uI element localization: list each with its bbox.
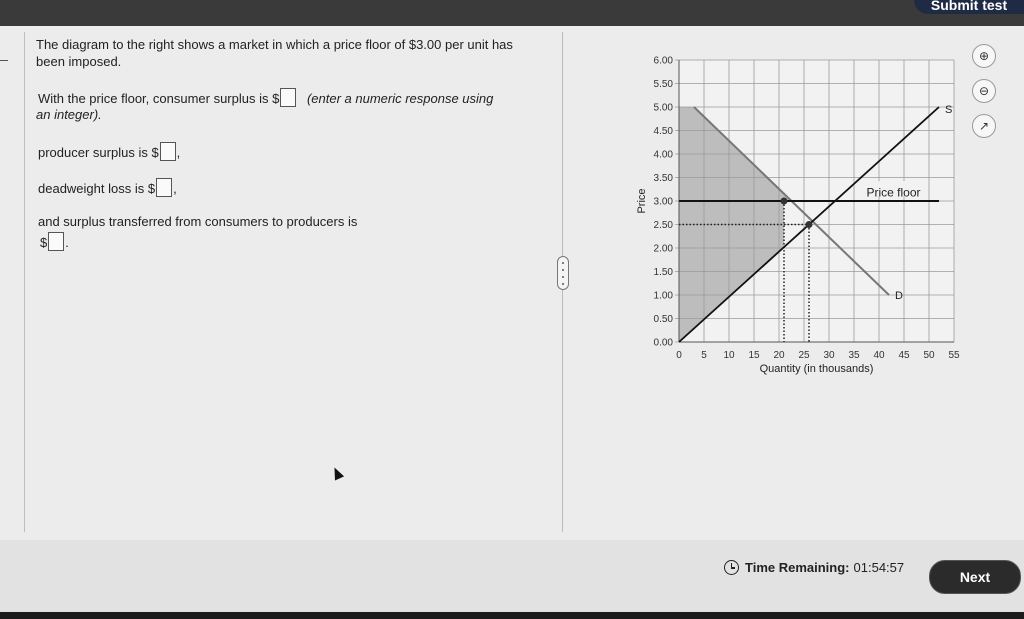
demand-label: D [895, 290, 903, 302]
divider-drag-handle[interactable] [557, 256, 569, 290]
y-tick-label: 4.00 [653, 149, 673, 161]
y-tick-label: 0.50 [653, 314, 673, 325]
time-remaining [724, 560, 904, 575]
ps-suffix: , [176, 145, 181, 160]
x-tick-label: 15 [748, 350, 760, 361]
x-tick-label: 35 [848, 350, 860, 361]
y-tick-label: 5.50 [653, 79, 673, 90]
consumer-surplus-input[interactable] [280, 88, 296, 107]
deadweight-loss-input[interactable] [156, 178, 172, 197]
question-intro: The diagram to the right shows a market in which a price floor of $3.00 per unit has been imposed. [36, 37, 513, 69]
zoom-in-icon[interactable]: ⊕ [972, 44, 996, 68]
dwl-label: deadweight loss is $ [38, 181, 156, 196]
y-tick-label: 2.00 [653, 243, 673, 255]
producer-surplus-row [38, 142, 180, 161]
x-axis-label: Quantity (in thousands) [759, 363, 874, 375]
time-label: Time Remaining: [745, 560, 850, 575]
dwl-suffix: , [173, 181, 177, 196]
submit-test-button[interactable]: Submit test [914, 0, 1024, 14]
consumer-surplus-row [38, 88, 493, 107]
y-tick-label: 4.50 [653, 126, 673, 137]
clock-icon [724, 560, 739, 575]
y-tick-label: 3.00 [653, 196, 673, 208]
transfer-label: and surplus transferred from consumers to producers is [38, 214, 358, 229]
y-tick-label: 1.00 [653, 290, 673, 302]
transfer-input[interactable] [48, 232, 64, 251]
open-external-icon[interactable]: ↗ [972, 114, 996, 138]
transfer-answer-row [40, 232, 69, 251]
left-marker [0, 60, 8, 61]
question-panel [0, 26, 1024, 540]
y-tick-label: 5.00 [653, 102, 673, 114]
cs-hint: (enter a numeric response using [306, 91, 494, 106]
transfer-suffix: . [65, 235, 69, 250]
time-value: 01:54:57 [853, 560, 905, 575]
x-tick-label: 0 [676, 350, 682, 361]
ps-label: producer surplus is $ [38, 145, 159, 160]
x-tick-label: 5 [701, 350, 707, 361]
x-tick-label: 45 [898, 350, 910, 361]
x-tick-label: 10 [723, 350, 735, 361]
top-bar [0, 0, 1024, 26]
supply-label: S [945, 104, 953, 116]
equilibrium-point [806, 221, 813, 228]
mouse-cursor [330, 465, 344, 480]
bottom-strip [0, 612, 1024, 619]
price-floor-label: Price floor [866, 185, 921, 200]
producer-surplus-input[interactable] [160, 142, 176, 161]
x-tick-label: 20 [773, 350, 785, 361]
transfer-row [38, 213, 357, 230]
cs-label: With the price floor, consumer surplus is $ [38, 91, 280, 106]
x-tick-label: 50 [923, 350, 935, 361]
x-tick-label: 55 [948, 350, 960, 361]
zoom-out-icon[interactable]: ⊖ [972, 79, 996, 103]
x-tick-label: 40 [873, 350, 885, 361]
y-axis-label: Price [636, 188, 648, 214]
cs-hint-cont: an integer). [36, 107, 102, 122]
y-tick-label: 6.00 [653, 55, 673, 67]
transfer-prefix: $ [40, 235, 48, 250]
y-tick-label: 3.50 [653, 173, 673, 184]
y-tick-label: 0.00 [653, 337, 673, 349]
market-chart [625, 46, 965, 376]
deadweight-loss-row [38, 178, 177, 197]
next-button[interactable]: Next [929, 560, 1021, 594]
left-rule [24, 32, 25, 532]
x-tick-label: 30 [823, 350, 835, 361]
x-tick-label: 25 [798, 350, 810, 361]
y-tick-label: 2.50 [653, 220, 673, 231]
footer-bar [0, 540, 1024, 612]
y-tick-label: 1.50 [653, 267, 673, 278]
floor-demand-point [781, 198, 788, 205]
